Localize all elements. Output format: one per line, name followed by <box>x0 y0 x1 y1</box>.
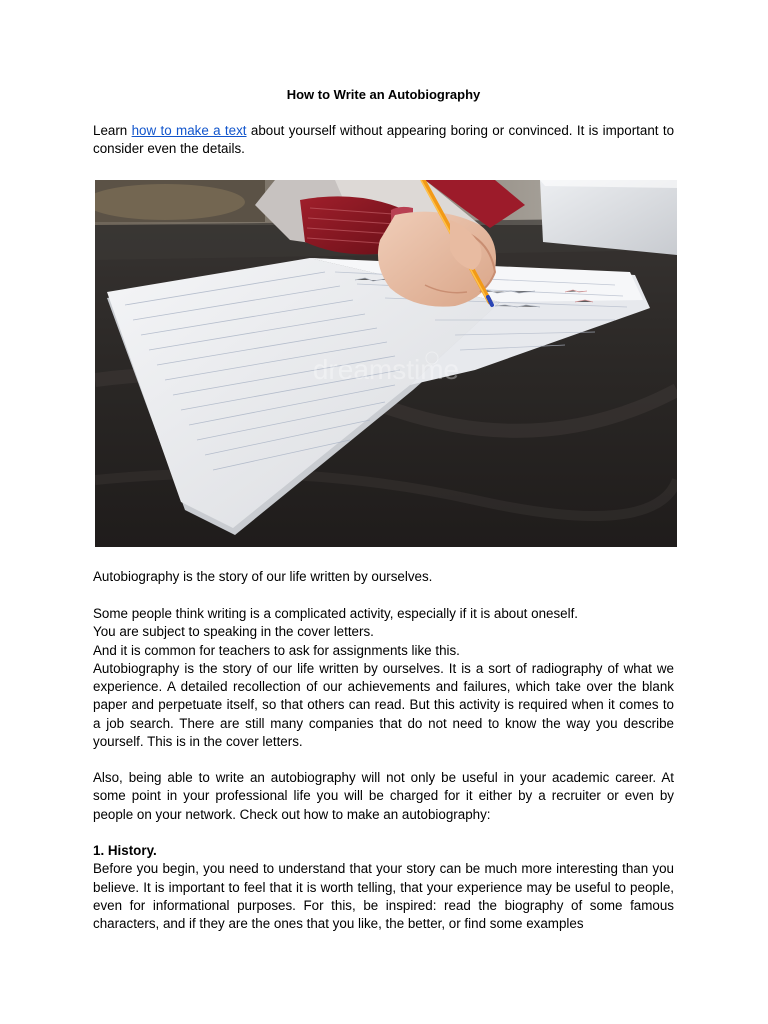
paragraph-two-body: Autobiography is the story of our life written by ourselves. It is a sort of radiography of what we experience. A detailed recollection of our achievements and failures, which take over the blank paper and perpetuate itself, so that others can read. But this activity is required when it comes to a job search. There are still many companies that do not need to know the way you describe yourself. This is in the cover letters. <box>93 660 674 750</box>
intro-paragraph <box>93 122 674 159</box>
paragraph-three: Also, being able to write an autobiography will not only be useful in your academic career. At some point in your professional life you will be charged for it either by a recruiter or even by people on your network. Check out how to make an autobiography: <box>93 770 674 822</box>
how-to-make-a-text-link[interactable]: how to make a text <box>131 123 247 138</box>
intro-text-after-link: about yourself without appearing boring or convinced. It is important to consider even the details. <box>93 123 675 157</box>
section-history-heading: 1. History. <box>93 843 157 858</box>
paragraph-two-line: And it is common for teachers to ask for assignments like this. <box>93 642 460 658</box>
paragraph-two <box>93 605 674 751</box>
writing-photo <box>95 180 677 547</box>
section-history-body: Before you begin, you need to understand that your story can be much more interesting than you believe. It is important to feel that it is worth telling, that your experience may be useful to people, even for informational purposes. For this, be inspired: read the biography of some famous characters, and if they are the ones that you like, the better, or find some examples <box>93 861 674 932</box>
definition-paragraph: Autobiography is the story of our life written by ourselves. <box>93 569 433 584</box>
photo-watermark: dreamstime <box>312 354 460 385</box>
section-history <box>93 842 674 933</box>
paragraph-two-line: You are subject to speaking in the cover letters. <box>93 624 374 640</box>
paragraph-two-line: Some people think writing is a complicated activity, especially if it is about oneself. <box>93 606 579 621</box>
document-title: How to Write an Autobiography <box>286 87 481 102</box>
intro-text-before-link: Learn <box>93 123 132 138</box>
